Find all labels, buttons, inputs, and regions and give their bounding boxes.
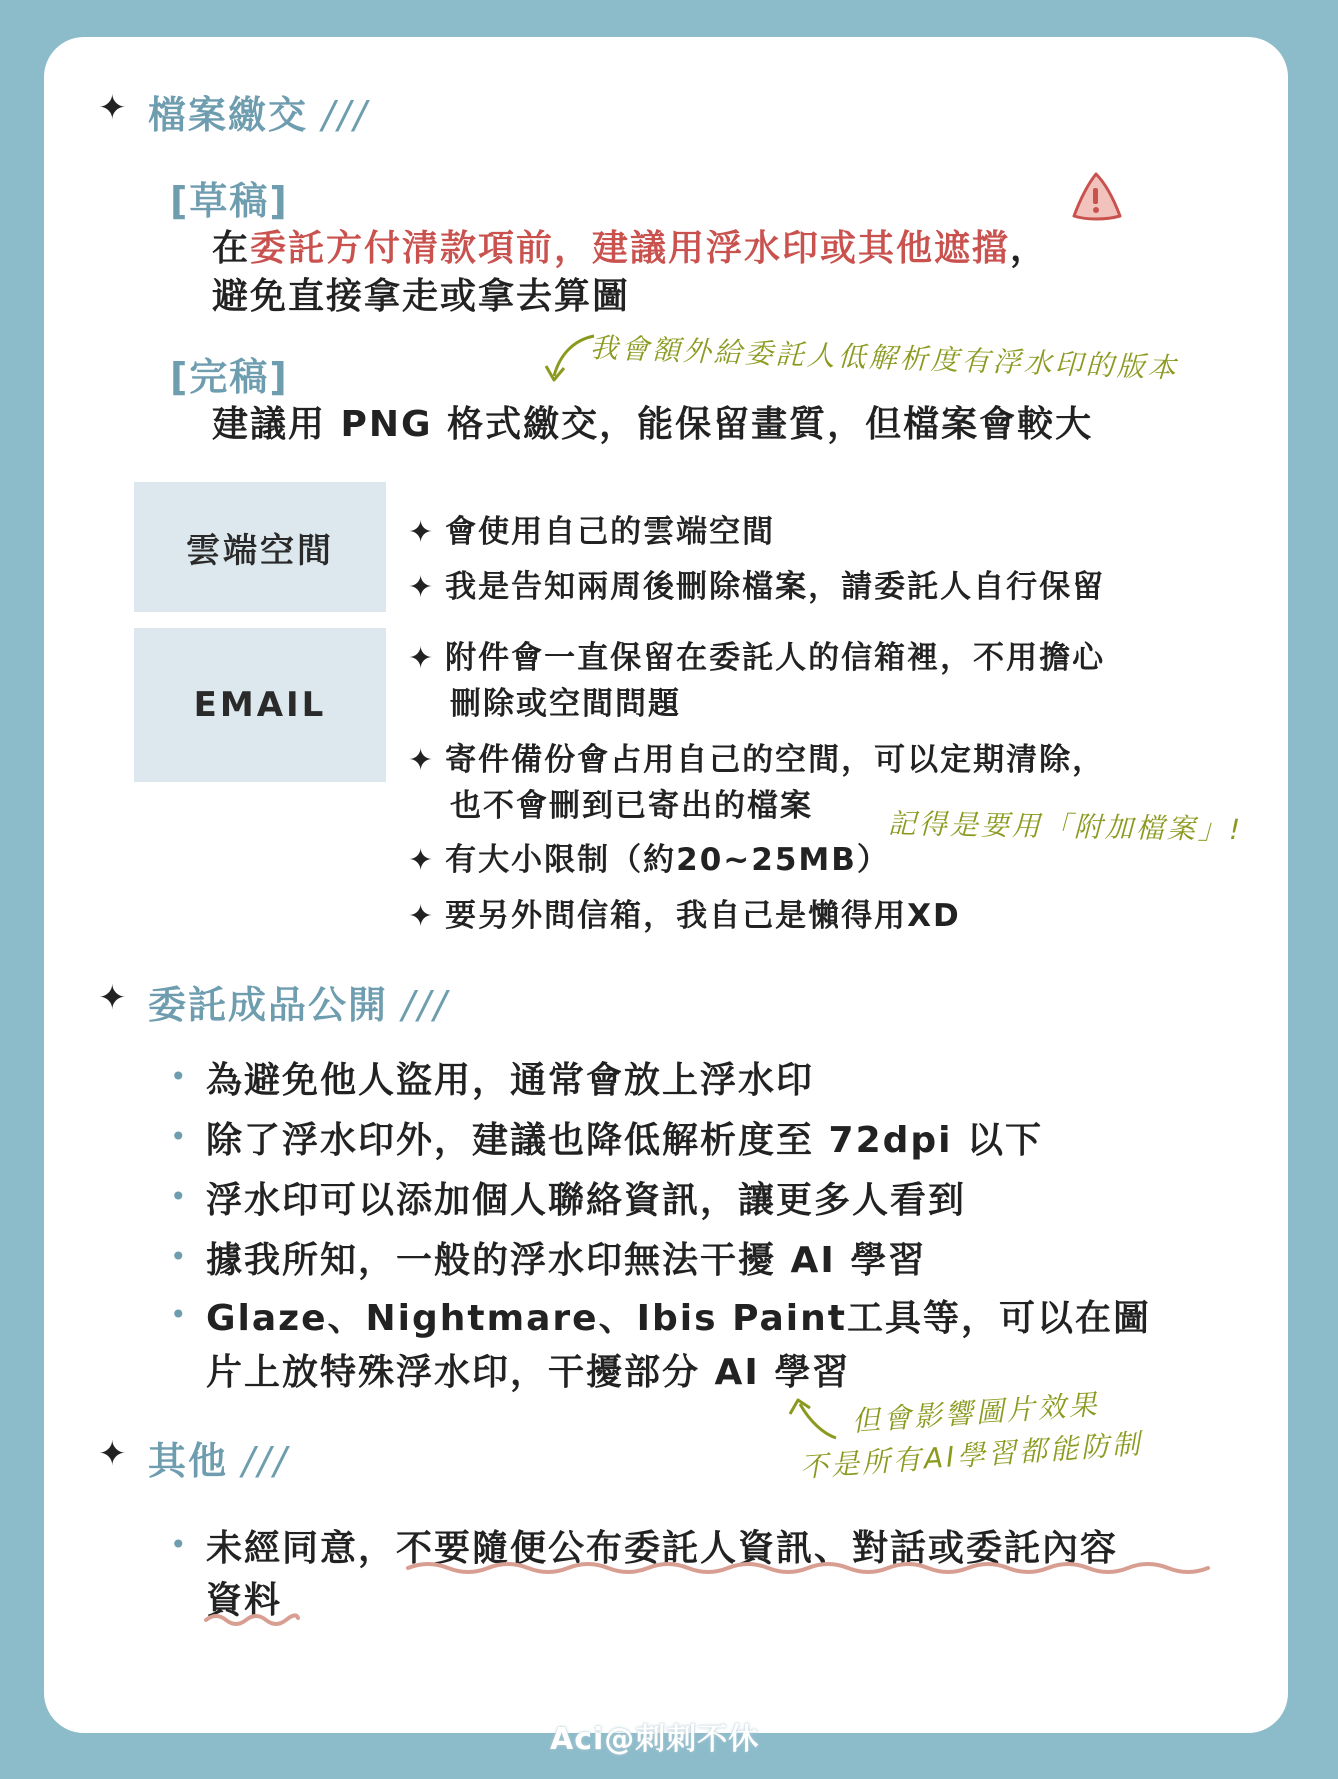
watermark: Aci@刺刺不休 bbox=[550, 1722, 760, 1757]
email-item-4: ✦ 要另外問信箱，我自己是懶得用XD bbox=[408, 898, 961, 934]
section-heading-files bbox=[148, 84, 369, 139]
wavy-underline bbox=[406, 1558, 1226, 1578]
other-bullet-pre: 未經同意， bbox=[206, 1528, 397, 1569]
star-bullet-icon: ✦ bbox=[408, 899, 436, 934]
section-slashes: /// bbox=[242, 1439, 290, 1483]
email-note: 記得是要用「附加檔案」! bbox=[887, 807, 1244, 847]
draft-label: [草稿] bbox=[170, 179, 289, 223]
draft-line-1-pre: 在 bbox=[212, 228, 251, 269]
dot-bullet-icon: • bbox=[170, 1180, 187, 1213]
publish-bullet-4: 據我所知，一般的浮水印無法干擾 AI 學習 bbox=[206, 1240, 927, 1281]
wavy-underline bbox=[204, 1610, 300, 1630]
star-bullet-icon: ✦ bbox=[408, 743, 436, 778]
star-bullet-icon: ✦ bbox=[408, 843, 436, 878]
final-note: 我會額外給委託人低解析度有浮水印的版本 bbox=[589, 331, 1180, 385]
star-bullet-icon: ✦ bbox=[408, 570, 436, 605]
section-heading-publish bbox=[148, 974, 449, 1029]
cloud-item-1: ✦ 會使用自己的雲端空間 bbox=[408, 514, 776, 550]
cloud-item-2: ✦ 我是告知兩周後刪除檔案，請委託人自行保留 bbox=[408, 569, 1106, 605]
email-item-2-cont: 也不會刪到已寄出的檔案 bbox=[450, 788, 813, 824]
email-box: EMAIL bbox=[134, 628, 386, 782]
publish-bullet-5-cont: 片上放特殊浮水印，干擾部分 AI 學習 bbox=[206, 1352, 851, 1393]
email-item-1-cont: 刪除或空間問題 bbox=[450, 686, 681, 722]
star-bullet-icon: ✦ bbox=[98, 88, 127, 128]
curved-arrow-icon bbox=[780, 1394, 844, 1444]
publish-note-line-1: 但會影響圖片效果 bbox=[850, 1387, 1101, 1438]
email-item-3: ✦ 有大小限制（約20~25MB） bbox=[408, 842, 890, 878]
section-title: 委託成品公開 bbox=[148, 983, 389, 1027]
dot-bullet-icon: • bbox=[170, 1060, 187, 1093]
section-slashes: /// bbox=[402, 983, 450, 1027]
dot-bullet-icon: • bbox=[170, 1528, 187, 1561]
publish-bullet-5: Glaze、Nightmare、Ibis Paint工具等，可以在圖 bbox=[206, 1298, 1151, 1339]
email-item-2: ✦ 寄件備份會占用自己的空間，可以定期清除， bbox=[408, 742, 1106, 778]
star-bullet-icon: ✦ bbox=[98, 1434, 127, 1474]
other-bullet-underlined: 不要隨便公布委託人資訊、對話或委託內容 bbox=[396, 1528, 1119, 1569]
star-bullet-icon: ✦ bbox=[408, 641, 436, 676]
draft-line-1-highlight: 委託方付清款項前，建議用浮水印或其他遮擋 bbox=[250, 228, 1011, 269]
publish-bullet-2: 除了浮水印外，建議也降低解析度至 72dpi 以下 bbox=[206, 1120, 1044, 1161]
draft-line-2: 避免直接拿走或拿去算圖 bbox=[212, 276, 631, 317]
draft-line-1-post: ， bbox=[1010, 228, 1049, 269]
dot-bullet-icon: • bbox=[170, 1120, 187, 1153]
cloud-box: 雲端空間 bbox=[134, 482, 386, 612]
draft-line-1 bbox=[212, 220, 1048, 271]
publish-bullet-1: 為避免他人盜用，通常會放上浮水印 bbox=[206, 1060, 815, 1101]
warning-icon bbox=[1068, 170, 1126, 224]
publish-bullet-3: 浮水印可以添加個人聯絡資訊，讓更多人看到 bbox=[206, 1180, 967, 1221]
other-bullet-1-cont: 資料 bbox=[206, 1580, 283, 1621]
final-line-1: 建議用 PNG 格式繳交，能保留畫質，但檔案會較大 bbox=[212, 404, 1094, 445]
star-bullet-icon: ✦ bbox=[98, 978, 127, 1018]
dot-bullet-icon: • bbox=[170, 1298, 187, 1331]
section-title: 其他 bbox=[148, 1439, 229, 1483]
star-bullet-icon: ✦ bbox=[408, 515, 436, 550]
section-heading-other bbox=[148, 1430, 289, 1485]
dot-bullet-icon: • bbox=[170, 1240, 187, 1273]
section-slashes: /// bbox=[322, 93, 370, 137]
email-item-1: ✦ 附件會一直保留在委託人的信箱裡，不用擔心 bbox=[408, 640, 1106, 676]
final-label: [完稿] bbox=[170, 355, 289, 399]
publish-note-line-2: 不是所有AI學習都能防制 bbox=[798, 1427, 1144, 1484]
section-title: 檔案繳交 bbox=[148, 93, 309, 137]
